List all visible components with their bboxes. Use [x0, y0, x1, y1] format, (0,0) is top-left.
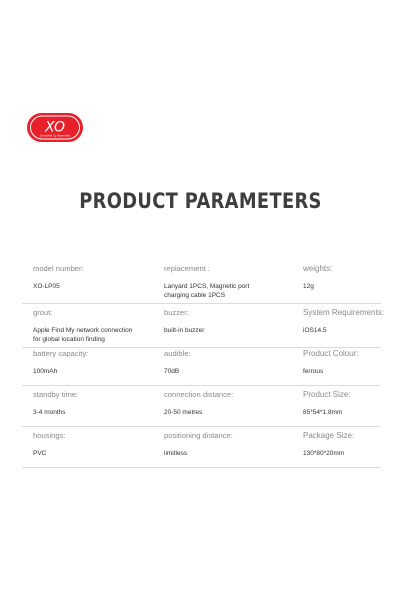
spec-label: battery capacity:: [33, 349, 89, 358]
spec-value: limitless: [164, 450, 188, 457]
spec-value: 100mAh: [33, 368, 58, 375]
spec-cell: [164, 431, 302, 458]
spec-label: replacement :: [164, 264, 211, 273]
spec-cell: [33, 431, 168, 458]
spec-row-2: [22, 308, 384, 348]
page-title: PRODUCT PARAMETERS: [79, 189, 322, 214]
spec-cell: [33, 349, 168, 376]
spec-cell: [33, 308, 168, 344]
brand-logo: [26, 112, 84, 143]
spec-value: 70dB: [164, 368, 180, 375]
logo-tagline: Complete Cy Essentials: [39, 134, 71, 138]
spec-label: model number:: [33, 264, 84, 273]
spec-label: audible:: [164, 349, 191, 358]
xo-logo-icon: [26, 112, 84, 143]
spec-cell: [303, 308, 383, 335]
spec-label: connection distance:: [164, 390, 234, 399]
spec-value: 20-50 metres: [164, 409, 203, 416]
spec-cell: [164, 264, 302, 300]
spec-label: Package Size:: [303, 431, 355, 440]
spec-label: housings:: [33, 431, 66, 440]
spec-row-3: [22, 349, 381, 386]
spec-label: Product Size:: [303, 390, 351, 399]
spec-label: weights:: [303, 264, 333, 273]
spec-cell: [303, 390, 383, 417]
spec-value: ferrous: [303, 368, 324, 375]
spec-value: Apple Find My network connection for global location finding: [33, 327, 133, 343]
spec-label: System Requirements:: [303, 308, 384, 317]
spec-row-5: [22, 431, 381, 468]
spec-label: Product Colour:: [303, 349, 359, 358]
spec-cell: [33, 390, 168, 417]
spec-value: 130*80*20mm: [303, 450, 345, 457]
spec-cell: [164, 349, 302, 376]
spec-value: 3-4 months: [33, 409, 66, 416]
spec-label: buzzer:: [164, 308, 189, 317]
spec-cell: [164, 308, 302, 335]
spec-value: XO-LP05: [33, 283, 60, 290]
spec-label: standby time:: [33, 390, 79, 399]
spec-row-4: [22, 390, 381, 427]
spec-value: built-in buzzer: [164, 327, 205, 334]
spec-cell: [303, 349, 383, 376]
spec-row-1: [22, 264, 381, 304]
logo-text: XO: [44, 119, 66, 136]
spec-label: grout:: [33, 308, 53, 317]
spec-value: PVC: [33, 450, 47, 457]
spec-value: 85*54*1.8mm: [303, 409, 343, 416]
spec-value: iOS14.5: [303, 327, 327, 334]
spec-value: Lanyard 1PCS, Magnetic port charging cable 1PCS: [164, 283, 250, 299]
spec-value: 12g: [303, 283, 314, 290]
spec-cell: [303, 431, 383, 458]
spec-cell: [164, 390, 302, 417]
spec-label: positioning distance:: [164, 431, 233, 440]
spec-cell: [33, 264, 168, 291]
spec-cell: [303, 264, 383, 291]
